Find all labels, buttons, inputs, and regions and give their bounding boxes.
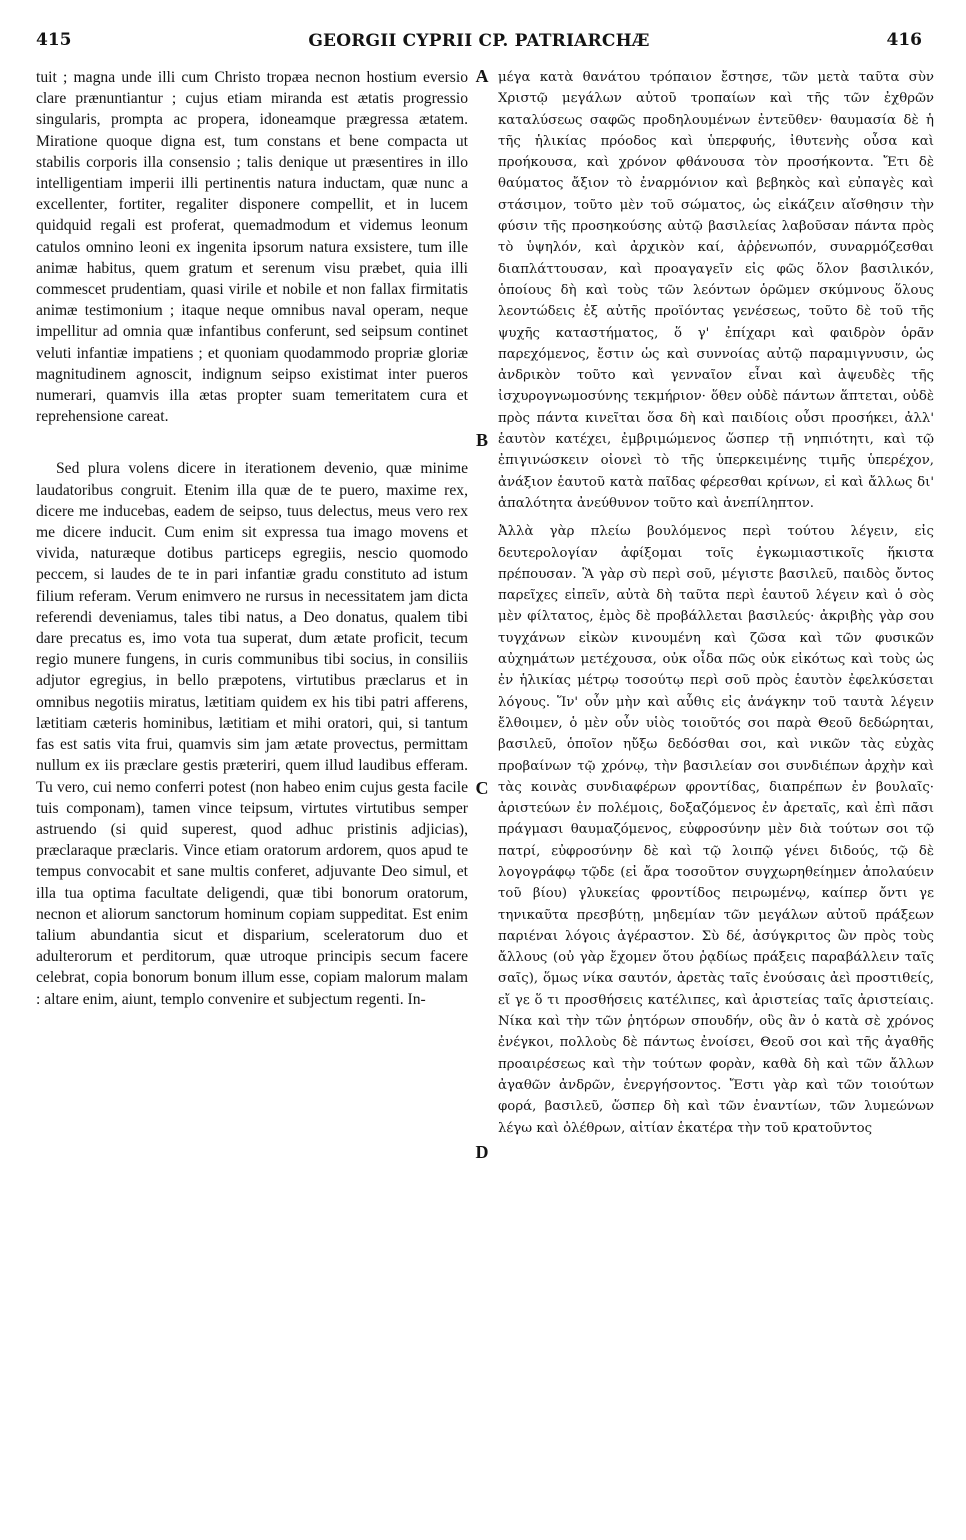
margin-marker-a: A [475, 66, 489, 86]
margin-marker-d: D [475, 1142, 489, 1162]
page-number-right: 416 [886, 30, 922, 50]
greek-paragraph-1: μέγα κατὰ θανάτου τρόπαιον ἔστησε, τῶν μετὰ ταῦτα σὺν Χριστῷ μεγάλων αὐτοῦ τροπαίων καὶ τῆς τῶν ἐχθρῶν καταλύσεως σαφῶς προδηλουμένων ἐντεῦθεν· θαυμασία δὲ ἡ τῆς ἡλικίας πρόοδος καὶ ὑπερφυής, ἰθυτενὴς οὖσα καὶ προήκουσα, καὶ χρόνον φθάνουσα τὸν προσήκοντα. Ἔτι δὲ θαύματος ἄξιον τὸ ἐναρμόνιον καὶ βεβηκὸς καὶ εὐπαγὲς καὶ στάσιμον, τοῦτο μὲν τοῦ σώματος, ὡς εἰκάζειν αἴσθησιν τὴν φύσιν τῆς προσηκούσης αὐτῷ βασιλείας λαβοῦσαν πάντα πρὸς τὸ ὑψηλόν, καὶ ἀρχικὸν καί, ἀῤῥενωπόν, συναρμόζεσθαι διαπλάττουσαν, καὶ προαγαγεῖν εἰς φῶς ὅλον βασιλικόν, ὁποίους δὴ καὶ τοὺς τῶν λεόντων ὁρῶμεν σκύμνους ὅλους λεοντώδεις ἐξ αὐτῆς προϊόντας γενέσεως, τοῦτο δὲ τοῦ τῆς ψυχῆς καταστήματος, ὅ γ' ἐπίχαρι καὶ φαιδρὸν ὁρᾶν παρεχόμενος, ἔστιν ὡς καὶ συννοίας αὐτῷ παραμιγνυσιν, ὡς ἀνδρικὸν τοῦτο καὶ γενναῖον εἶναι καὶ ἀψευδὲς τῆς ἰσχυρογνωμοσύνης τεκμήριον· ὅθεν οὐδὲ πάντων ἅπτεται, οὐδὲ πρὸς πάντα κινεῖται ὅσα δὴ καὶ παιδίοις οὖσι προσήκει, ἀλλ' ἑαυτὸν κατέχει, ἐμβριμώμενος ὥσπερ τῇ νηπιότητι, καὶ τῷ ἐπιγινώσκειν οἰονεὶ τὸ τῆς ὑπερκειμένης τιμῆς ὑπερέχον, ἀνάξιον ἑαυτοῦ κατὰ παῖδας φέρεσθαι κρίνων, εἰ καὶ ἄλλως δι' ἁπαλότητα ἀνεύθυνον τοῦτο καὶ ἀνεπίληπτον. [498, 70, 934, 511]
latin-column [36, 67, 468, 1010]
greek-column [498, 67, 934, 1139]
margin-marker-b: B [475, 430, 488, 450]
latin-paragraph-1: tuit ; magna unde illi cum Christo tropæa necnon hostium eversio clare prænuntiantur ; cujus etiam miranda est ætatis progressio singularis, prompta ac propera, idoneamque prægressa ætatem. Miratione quoque digna est, tum constans et bene compacta ut stabilis corporis illa consensio ; talis denique ut præsentires in illo intelligentiam imperii illi pertinentis natura inductam, quæ nunc a excellenter, fortiter, regaliter disponere compellit, et in lucem quidquid regali est proferat, quemadmodum et videmus leonum catulos omnino leoni ex ingenita ipsorum natura exsistere, tum ille animæ habitus, quem gratum et serenum visu præbet, quia illi commescet prudentiam, quasi virile et nobile et non fallax firmitatis animæ testimonium ; itaque neque omnibus naval operam, neque impellitur ad omnia quæ infantibus conferunt, sed seipsum continet veluti infantiæ impatiens ; et quoniam quodammodo propriæ gloriæ magnitudinem agnoscit, indignum seipso existimat inter pueros numerari, quamvis illa ætas propter suam temeritatem cura et reprehensione careat. [36, 69, 468, 426]
running-header [36, 30, 922, 60]
greek-paragraph-2: Ἀλλὰ γὰρ πλείω βουλόμενος περὶ τούτου λέγειν, εἰς δευτερολογίαν ἀφίξομαι τοῖς ἐγκωμιαστικοῖς ἥκιστα πρέπουσαν. Ἃ γὰρ σὺ περὶ σοῦ, μέγιστε βασιλεῦ, παιδὸς ὄντος παρεῖχες εἰπεῖν, αὐτὰ δὴ ταῦτα περὶ ἑαυτοῦ λέγειν καὶ ὁ σὸς μὲν φίλτατος, ἐμὸς δὲ προβάλλεται βασιλεύς· ἀκριβὴς γὰρ σου τυγχάνων εἰκὼν κινουμένη καὶ ζῶσα καὶ τῶν φυσικῶν αὐχημάτων μετέχουσα, οὐκ οἶδα πῶς οὐκ εἰκότως καὶ τοὺς ὡς ἐν ἡλικίας μέτρῳ τοσούτῳ περὶ σοῦ πρὸς ἑαυτὸν ἐφελκύσεται λόγους. Ἵν' οὖν μὴν καὶ αὖθις εἰς ἀνάγκην τοῦ ταυτὰ λέγειν ἔλθοιμεν, ὁ μὲν οὖν υἱὸς τοιοῦτός σοι παρὰ Θεοῦ δεδώρηται, βασιλεῦ, ὁποῖον ηὔξω δεδόσθαι σοι, καὶ νικῶν τὰς εὐχὰς προβαίνων τῷ χρόνῳ, τὴν βασιλείαν σοι συνδιέπων ἀρχὴν καὶ τὰς κοινὰς συνδιαφέρων φροντίδας, διαπρέπων ἐν βουλαῖς· ἀριστεύων ἐν πολέμοις, δοξαζόμενος ἐν ἀρεταῖς, καὶ ἐπὶ πᾶσι πράγμασι θαυμαζόμενος, εὐφροσύνην μὲν διὰ τούτων σοι τῷ πατρί, εὐφροσύνην δὲ καὶ τῷ λοιπῷ γένει διδούς, τῷ δὲ λογογράφῳ τῷδε (εἰ ἄρα τοσοῦτον συγχωρηθείημεν ἀπολαύειν τοῦ βίου) γλυκείας φροντίδος πειρωμένῳ, καίπερ ὄντι γε τηνικαῦτα πρεσβύτῃ, μηδεμίαν τῶν μεγάλων αὐτοῦ πράξεων παριέναι λόγοις ἀγέραστον. Σὺ δέ, ἀσύγκριτος ὢν πρὸς τοὺς ἄλλους (οὐ γὰρ ἔχομεν ὅτου ῥᾳδίως πράξεις παραβάλλειν ταῖς σαῖς), ὅμως νίκα σαυτόν, ἀρετὰς ταῖς ἐνούσαις ἀεὶ προστιθείς, εἴ γε ὅ τι προσθήσεις κατέλιπες, καὶ ἀριστείας ταῖς ἀριστείαις. Νίκα καὶ τὴν τῶν ῥητόρων σπουδήν, οὓς ἂν ὁ κατὰ σὲ χρόνος ἐνέγκοι, πολλοὺς δὲ πάντως ἐνοίσει, Θεοῦ σοι καὶ τῆς ἀγαθῆς προαιρέσεως καὶ τὴν τούτων φορὰν, καθὰ δὴ καὶ τῶν ἄλλων ἀγαθῶν ἀνδρῶν, ἐνεργήσοντος. Ἔστι γὰρ καὶ τῶν τοιούτων φορά, βασιλεῦ, ὥσπερ δὴ καὶ τῶν ἐναντίων, τῶν λυμεώνων λέγω καὶ ὀλέθρων, αἰτίαν ἑκατέρα τὴν τοῦ κρατοῦντος [498, 524, 934, 1136]
margin-marker-c: C [475, 778, 489, 798]
running-title: GEORGII CYPRII CP. PATRIARCHÆ [308, 31, 650, 51]
latin-paragraph-2: Sed plura volens dicere in iterationem devenio, quæ minime laudatoribus congruit. Etenim illa quæ de te puero, maxime rex, dicere me inducebas, eadem de seipso, tuus delectus, meus vero rex me dicere inducit. Cum enim sit expressa tua imago movens et vivida, naturæque dotibus particeps egregiis, nescio quomodo peccem, si laudes de te in pari infantiæ gradu constituto ad istum filium referam. Verum enimvero ne rursus in necessitatem jam dicta referendi deveniamus, tales tibi natus, a Deo donatus, qualem tibi dare precatus es, imo vota tua superat, dum ætate proficit, tecum regio munere fungens, in curis communibus tibi socius, in consiliis adjutor egregius, in bello præpotens, virtutibus præclarus et in omnibus negotiis miratus, lætitiam quidem ex his tibi patri afferens, lætitiam cæteris hominibus, lætitiam et mihi oratori, qui, si tantum fas est satis vita frui, quamvis sim jam ætate provectus, permittam nullum ex iis præclare gestis præteriri, quem illud laudibus efferam. Tu vero, cui nemo conferri potest (non habeo enim cujus gesta facile tuis componam), tamen vince teipsum, virtutes virtutibus semper astruendo (si quid superest, quod adhuc pristinis adjicias), præclaraque præclaris. Vince etiam oratorum ardorem, quos apud te tempus convocabit et sane multis conferet, adjuvante Deo simul, et illa tua optima facultate deligendi, quæ tibi bonorum oratorum, necnon et aliorum sanctorum hominum copiam suppeditat. Est enim talium abundantia sicut et disparium, sceleratorum duo et adulterorum et perditorum, quæ utroque principis secum facere celebrat, copia bonorum bonum illum esse, copiam malorum malam : altare enim, aiunt, templo convenire et subjectum regenti. In- [36, 460, 468, 1008]
page-number-left: 415 [36, 30, 72, 50]
